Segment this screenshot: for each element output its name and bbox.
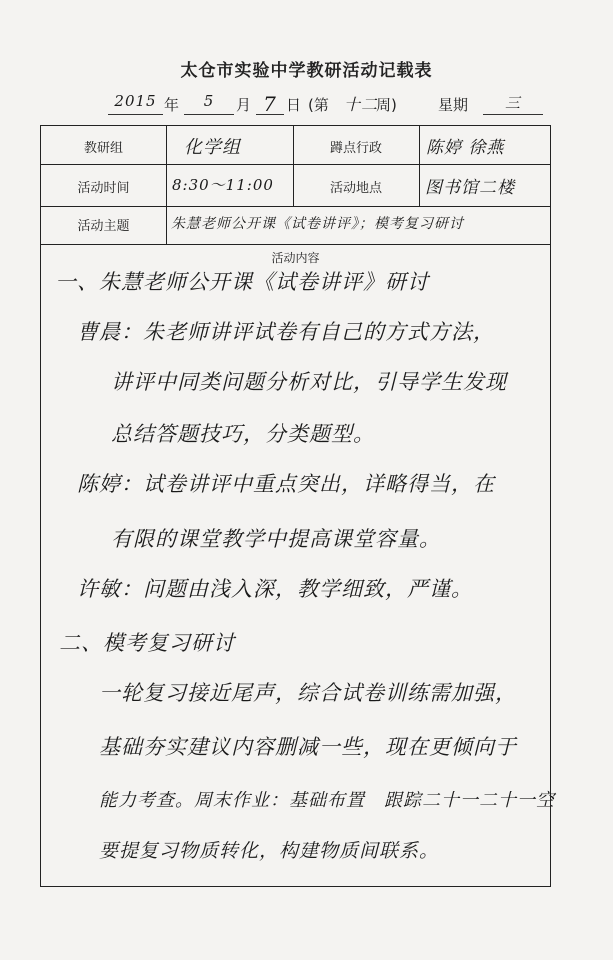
content-line: 讲评中同类问题分析对比，引导学生发现 [111, 370, 507, 394]
activity-record-table [40, 125, 555, 887]
date-line [108, 92, 558, 120]
date-week-close: 周) [376, 96, 397, 114]
group-value: 化学组 [184, 137, 241, 158]
content-line: 许敏：问题由浅入深，教学细致，严谨。 [77, 577, 473, 601]
weekday-label: 星期 [438, 96, 469, 114]
date-day: 7 [256, 92, 284, 115]
date-day-unit: 日 [286, 96, 302, 114]
admin-label: 蹲点行政 [329, 141, 382, 156]
content-line: 陈婷：试卷讲评中重点突出，详略得当，在 [77, 472, 495, 496]
col-divider [166, 126, 167, 244]
place-label: 活动地点 [329, 181, 382, 196]
row-divider [41, 206, 550, 207]
content-line: 二、模考复习研讨 [59, 631, 235, 655]
form-title: 太仓市实验中学教研活动记载表 [180, 61, 433, 81]
col-divider [419, 126, 420, 206]
date-week: 十二 [344, 95, 379, 114]
content-line: 基础夯实建议内容删减一些，现在更倾向于 [99, 735, 517, 759]
date-year-unit: 年 [164, 96, 180, 114]
admin-value: 陈婷 徐燕 [426, 138, 505, 158]
group-label: 教研组 [83, 141, 123, 156]
content-line: 一、朱慧老师公开课《试卷讲评》研讨 [55, 270, 429, 294]
content-line: 总结答题技巧，分类题型。 [111, 422, 375, 446]
time-value: 8:30～11:00 [172, 176, 274, 194]
place-value: 图书馆二楼 [425, 178, 515, 198]
date-month-unit: 月 [236, 96, 252, 114]
topic-label: 活动主题 [77, 219, 130, 234]
topic-value: 朱慧老师公开课《试卷讲评》；模考复习研讨 [171, 216, 464, 232]
date-month: 5 [184, 92, 234, 115]
date-week-open: (第 [308, 96, 329, 114]
date-year: 2015 [108, 92, 163, 115]
content-line: 有限的课堂教学中提高课堂容量。 [111, 527, 441, 551]
weekday-value: 三 [483, 92, 543, 115]
row-divider [41, 164, 550, 165]
row-divider [41, 244, 550, 245]
content-line: 要提复习物质转化，构建物质间联系。 [99, 840, 440, 862]
content-line: 曹晨：朱老师讲评试卷有自己的方式方法， [77, 320, 495, 344]
time-label: 活动时间 [77, 181, 130, 196]
content-label: 活动内容 [271, 251, 320, 265]
content-line: 能力考查。周末作业：基础布置 跟踪二十一二十一空 [99, 790, 555, 811]
content-line: 一轮复习接近尾声，综合试卷训练需加强， [99, 681, 517, 705]
